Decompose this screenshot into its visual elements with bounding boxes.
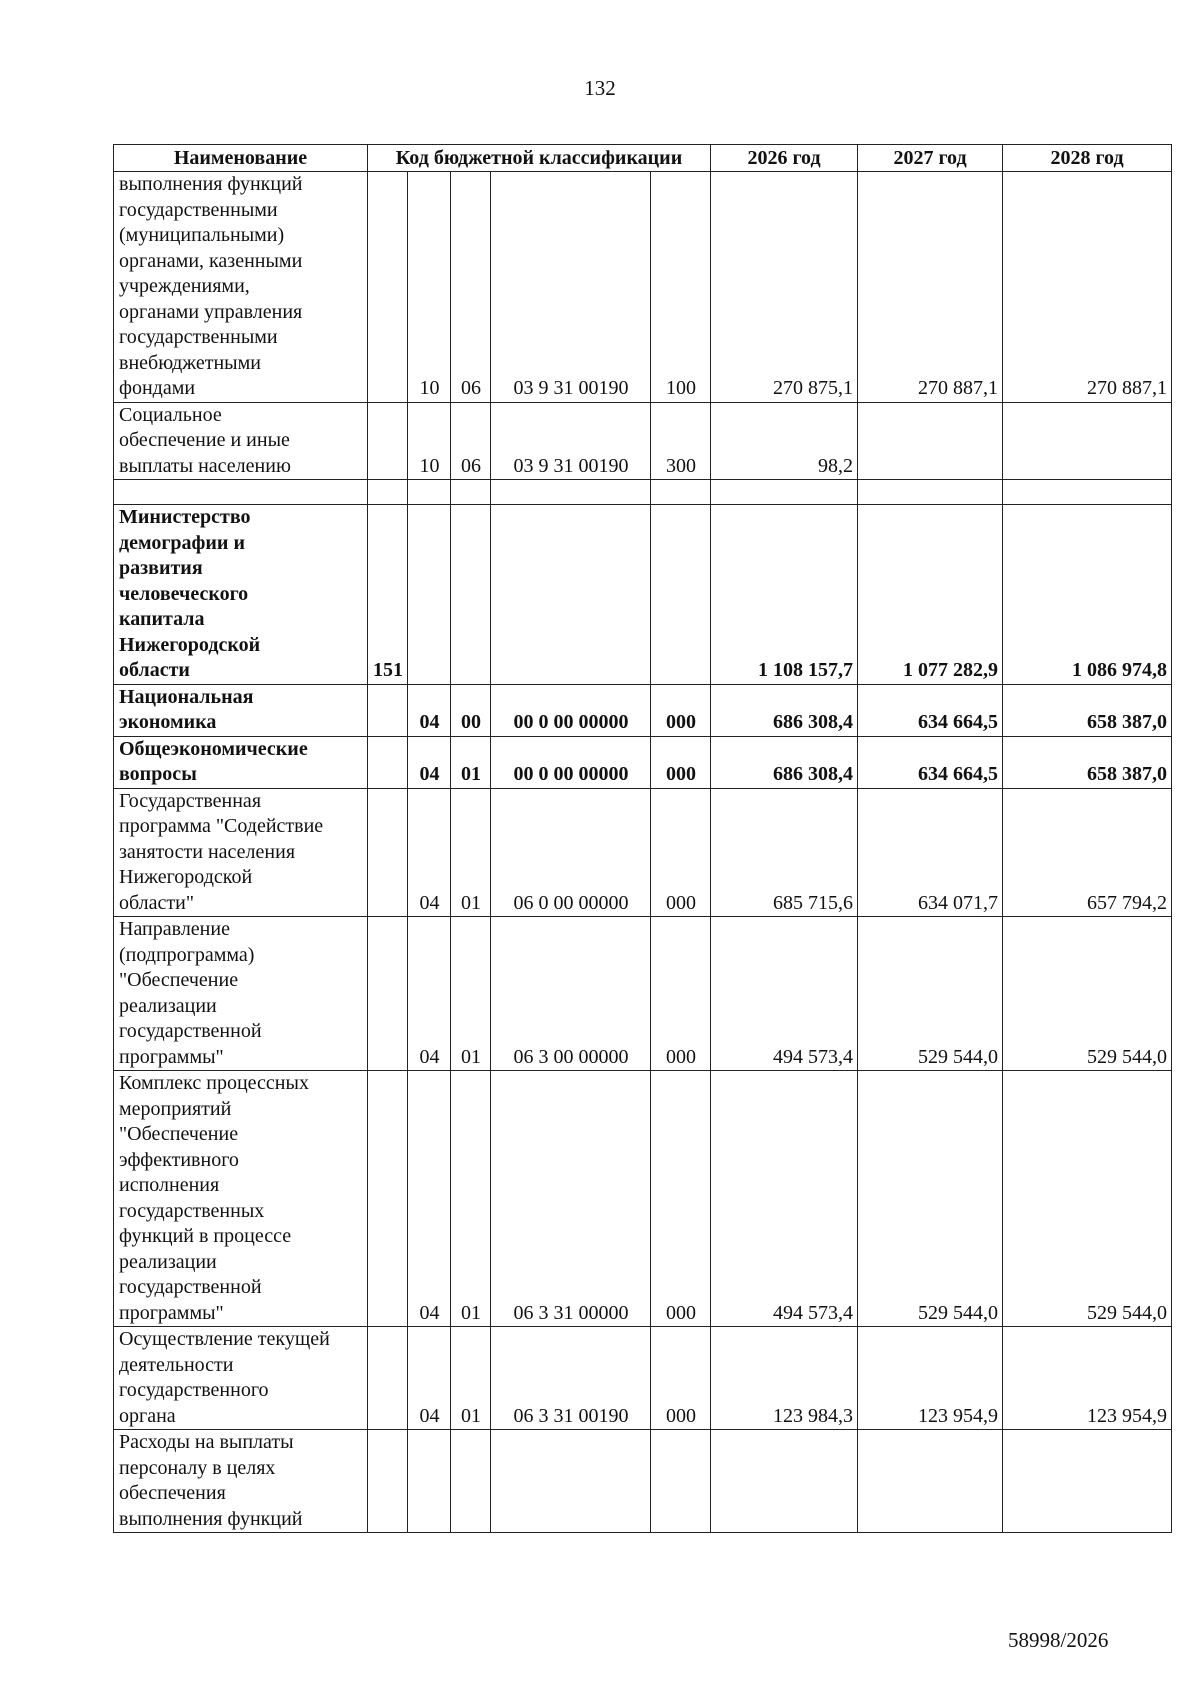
document-id: 58998/2026 <box>1008 1628 1109 1652</box>
cell-expense-type: 000 <box>651 684 711 736</box>
cell-subsection: 06 <box>451 172 491 403</box>
budget-table <box>113 144 1172 1533</box>
table-row <box>114 1071 1172 1327</box>
cell-2026: 494 573,4 <box>711 1071 858 1327</box>
cell-ministry-code <box>368 917 408 1071</box>
cell-expense-type: 000 <box>651 736 711 788</box>
cell-target-article: 00 0 00 00000 <box>491 736 651 788</box>
table-row <box>114 736 1172 788</box>
cell-2026: 1 108 157,7 <box>711 505 858 685</box>
cell-target-article <box>491 1430 651 1533</box>
cell-2028: 270 887,1 <box>1003 172 1172 403</box>
cell-target-article: 06 3 00 00000 <box>491 917 651 1071</box>
cell-target-article <box>491 480 651 505</box>
cell-section: 04 <box>408 917 451 1071</box>
cell-expense-type <box>651 505 711 685</box>
cell-2026: 494 573,4 <box>711 917 858 1071</box>
cell-2027: 529 544,0 <box>858 917 1003 1071</box>
cell-name <box>114 480 368 505</box>
cell-subsection: 01 <box>451 1327 491 1430</box>
cell-section: 04 <box>408 1327 451 1430</box>
cell-subsection: 01 <box>451 736 491 788</box>
cell-ministry-code <box>368 736 408 788</box>
cell-section: 04 <box>408 736 451 788</box>
cell-2028: 529 544,0 <box>1003 1071 1172 1327</box>
table-row <box>114 1430 1172 1533</box>
cell-2027: 529 544,0 <box>858 1071 1003 1327</box>
cell-2026: 685 715,6 <box>711 788 858 917</box>
cell-2027: 123 954,9 <box>858 1327 1003 1430</box>
cell-2027: 634 664,5 <box>858 684 1003 736</box>
cell-section: 10 <box>408 402 451 480</box>
cell-subsection: 06 <box>451 402 491 480</box>
cell-target-article: 03 9 31 00190 <box>491 172 651 403</box>
cell-2026: 270 875,1 <box>711 172 858 403</box>
cell-expense-type: 100 <box>651 172 711 403</box>
header-2026: 2026 год <box>711 145 858 172</box>
table-row <box>114 505 1172 685</box>
table-header-row <box>114 145 1172 172</box>
cell-subsection: 00 <box>451 684 491 736</box>
cell-section: 04 <box>408 1071 451 1327</box>
cell-name: Государственная программа "Содействие занятости населения Нижегородской области" <box>114 788 368 917</box>
cell-name: Общеэкономические вопросы <box>114 736 368 788</box>
cell-expense-type: 000 <box>651 1327 711 1430</box>
cell-name: выполнения функций государственными (муниципальными) органами, казенными учреждениями, органами управления государственными внебюджетными фондами <box>114 172 368 403</box>
cell-ministry-code <box>368 684 408 736</box>
cell-name: Социальное обеспечение и иные выплаты населению <box>114 402 368 480</box>
cell-2026 <box>711 480 858 505</box>
cell-2027 <box>858 480 1003 505</box>
cell-2026: 686 308,4 <box>711 736 858 788</box>
header-2028: 2028 год <box>1003 145 1172 172</box>
cell-2027: 270 887,1 <box>858 172 1003 403</box>
cell-2028 <box>1003 480 1172 505</box>
cell-2027: 634 664,5 <box>858 736 1003 788</box>
cell-target-article <box>491 505 651 685</box>
cell-2026: 123 984,3 <box>711 1327 858 1430</box>
header-name: Наименование <box>114 145 368 172</box>
cell-2028: 658 387,0 <box>1003 684 1172 736</box>
table-body <box>114 172 1172 1533</box>
cell-subsection: 01 <box>451 788 491 917</box>
cell-ministry-code <box>368 172 408 403</box>
table-row <box>114 402 1172 480</box>
cell-name: Комплекс процессных мероприятий "Обеспечение эффективного исполнения государственных функций в процессе реализации государственной программы" <box>114 1071 368 1327</box>
cell-ministry-code: 151 <box>368 505 408 685</box>
cell-name: Направление (подпрограмма) "Обеспечение реализации государственной программы" <box>114 917 368 1071</box>
cell-name: Министерство демографии и развития человеческого капитала Нижегородской области <box>114 505 368 685</box>
page-number: 132 <box>584 76 616 100</box>
cell-name: Расходы на выплаты персоналу в целях обеспечения выполнения функций <box>114 1430 368 1533</box>
header-code: Код бюджетной классификации <box>368 145 711 172</box>
cell-2026: 686 308,4 <box>711 684 858 736</box>
cell-expense-type <box>651 1430 711 1533</box>
cell-2028: 1 086 974,8 <box>1003 505 1172 685</box>
cell-target-article: 06 0 00 00000 <box>491 788 651 917</box>
cell-section: 04 <box>408 684 451 736</box>
cell-section <box>408 505 451 685</box>
cell-2028: 658 387,0 <box>1003 736 1172 788</box>
cell-2028: 123 954,9 <box>1003 1327 1172 1430</box>
table-row <box>114 788 1172 917</box>
header-2027: 2027 год <box>858 145 1003 172</box>
table-row <box>114 172 1172 403</box>
cell-expense-type <box>651 480 711 505</box>
cell-ministry-code <box>368 788 408 917</box>
cell-2027: 1 077 282,9 <box>858 505 1003 685</box>
cell-ministry-code <box>368 1327 408 1430</box>
cell-expense-type: 000 <box>651 917 711 1071</box>
cell-2027: 634 071,7 <box>858 788 1003 917</box>
cell-2026: 98,2 <box>711 402 858 480</box>
cell-target-article: 00 0 00 00000 <box>491 684 651 736</box>
cell-section: 10 <box>408 172 451 403</box>
cell-2028: 657 794,2 <box>1003 788 1172 917</box>
cell-subsection <box>451 1430 491 1533</box>
table-row-spacer <box>114 480 1172 505</box>
cell-expense-type: 000 <box>651 788 711 917</box>
table-row <box>114 917 1172 1071</box>
table-row <box>114 1327 1172 1430</box>
cell-ministry-code <box>368 480 408 505</box>
cell-ministry-code <box>368 1430 408 1533</box>
cell-name: Национальная экономика <box>114 684 368 736</box>
cell-section <box>408 1430 451 1533</box>
cell-subsection: 01 <box>451 1071 491 1327</box>
cell-expense-type: 000 <box>651 1071 711 1327</box>
cell-2026 <box>711 1430 858 1533</box>
cell-2027 <box>858 402 1003 480</box>
cell-target-article: 06 3 31 00190 <box>491 1327 651 1430</box>
cell-expense-type: 300 <box>651 402 711 480</box>
cell-2027 <box>858 1430 1003 1533</box>
cell-name: Осуществление текущей деятельности государственного органа <box>114 1327 368 1430</box>
cell-2028: 529 544,0 <box>1003 917 1172 1071</box>
cell-section: 04 <box>408 788 451 917</box>
cell-target-article: 03 9 31 00190 <box>491 402 651 480</box>
cell-2028 <box>1003 1430 1172 1533</box>
cell-subsection: 01 <box>451 917 491 1071</box>
cell-ministry-code <box>368 1071 408 1327</box>
table-row <box>114 684 1172 736</box>
cell-section <box>408 480 451 505</box>
cell-subsection <box>451 505 491 685</box>
cell-subsection <box>451 480 491 505</box>
cell-target-article: 06 3 31 00000 <box>491 1071 651 1327</box>
cell-ministry-code <box>368 402 408 480</box>
cell-2028 <box>1003 402 1172 480</box>
